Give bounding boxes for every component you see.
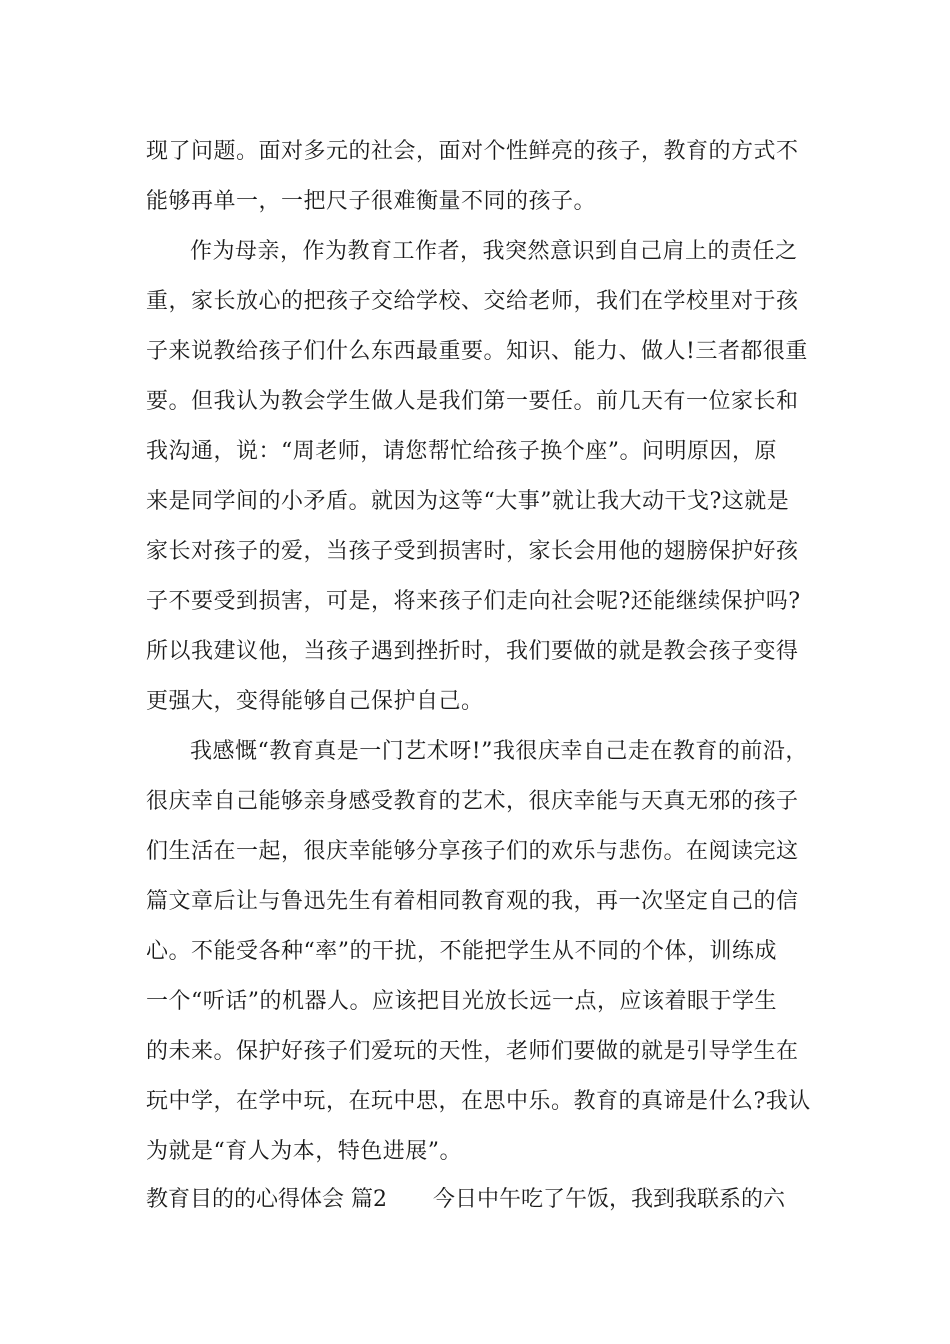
paragraph-3-line-4: 篇文章后让与鲁迅先生有着相同教育观的我，再一次坚定自己的信 — [146, 889, 799, 914]
paragraph-3-line-1: 我感慨“教育真是一门艺术呀!”我很庆幸自己走在教育的前沿， — [190, 739, 808, 764]
paragraph-3-line-6: 一个“听话”的机器人。应该把目光放长远一点，应该着眼于学生 — [146, 989, 777, 1014]
paragraph-2-line-1: 作为母亲，作为教育工作者，我突然意识到自己肩上的责任之 — [190, 239, 798, 264]
section-2-heading-line — [146, 1186, 836, 1214]
paragraph-2-line-3: 子来说教给孩子们什么东西最重要。知识、能力、做人!三者都很重 — [146, 339, 808, 364]
paragraph-3-line-8: 玩中学，在学中玩，在玩中思，在思中乐。教育的真谛是什么?我认 — [146, 1089, 811, 1114]
paragraph-2-line-6: 来是同学间的小矛盾。就因为这等“大事”就让我大动干戈?这就是 — [146, 489, 790, 514]
paragraph-2-line-5: 我沟通，说：“周老师，请您帮忙给孩子换个座”。问明原因，原 — [146, 439, 777, 464]
paragraph-3-line-5: 心。不能受各种“率”的干扰，不能把学生从不同的个体，训练成 — [146, 939, 777, 964]
paragraph-2-line-7: 家长对孩子的爱，当孩子受到损害时，家长会用他的翅膀保护好孩 — [146, 539, 799, 564]
paragraph-3-line-7: 的未来。保护好孩子们爱玩的天性，老师们要做的就是引导学生在 — [146, 1039, 799, 1064]
paragraph-3-line-9: 为就是“育人为本，特色进展”。 — [146, 1139, 462, 1164]
paragraph-2-line-10: 更强大，变得能够自己保护自己。 — [146, 689, 484, 714]
section-2-title: 教育目的的心得体会 篇2 — [146, 1187, 387, 1212]
paragraph-1-line-2: 能够再单一，一把尺子很难衡量不同的孩子。 — [146, 189, 597, 214]
paragraph-2-line-8: 子不要受到损害，可是，将来孩子们走向社会呢?还能继续保护吗? — [146, 589, 801, 614]
paragraph-3-line-3: 们生活在一起，很庆幸能够分享孩子们的欢乐与悲伤。在阅读完这 — [146, 839, 799, 864]
paragraph-2-line-9: 所以我建议他，当孩子遇到挫折时，我们要做的就是教会孩子变得 — [146, 639, 799, 664]
paragraph-1-line-1: 现了问题。面对多元的社会，面对个性鲜亮的孩子，教育的方式不 — [146, 139, 799, 164]
paragraph-2-line-4: 要。但我认为教会学生做人是我们第一要任。前几天有一位家长和 — [146, 389, 799, 414]
paragraph-2-line-2: 重，家长放心的把孩子交给学校、交给老师，我们在学校里对于孩 — [146, 289, 799, 314]
paragraph-3-line-2: 很庆幸自己能够亲身感受教育的艺术，很庆幸能与天真无邪的孩子 — [146, 789, 799, 814]
section-2-first-line: 今日中午吃了午饭，我到我联系的六 — [433, 1187, 786, 1212]
